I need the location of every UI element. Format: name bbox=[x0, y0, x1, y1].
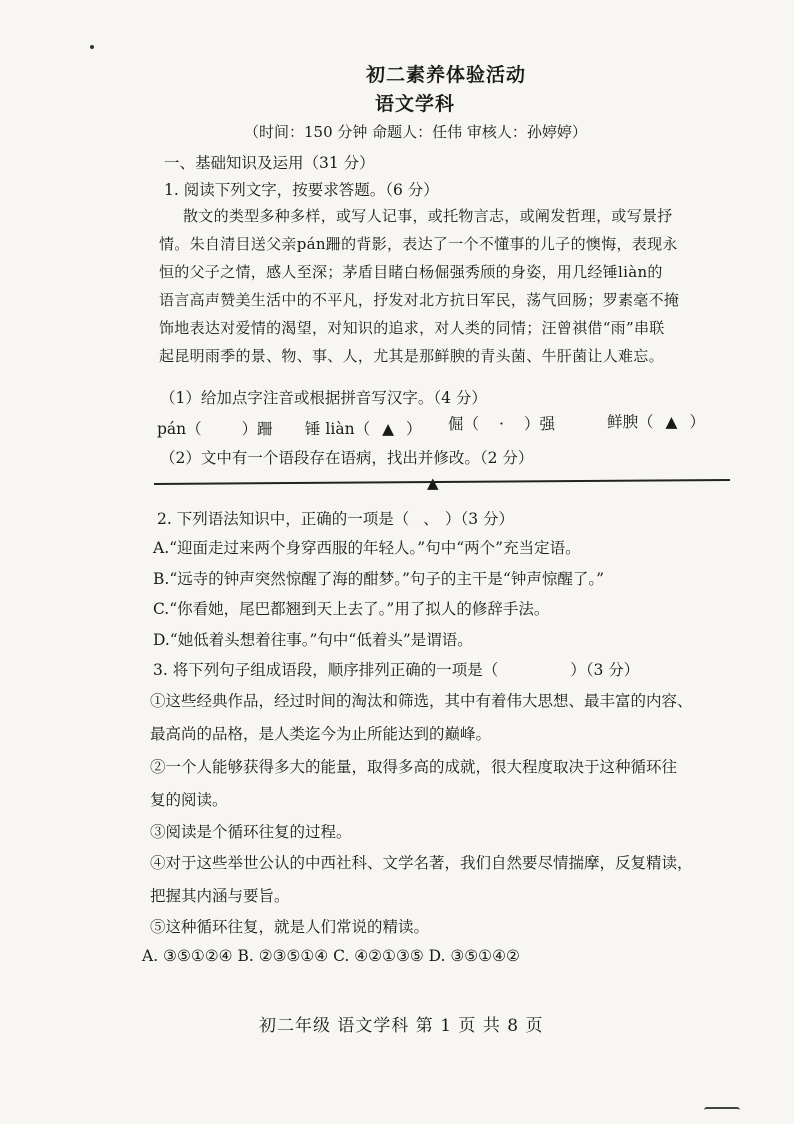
fill-d-suffix: ） bbox=[689, 413, 705, 431]
q3-line: 把握其内涵与要旨。 bbox=[150, 887, 290, 905]
fill-d-prefix: 鲜腴（ bbox=[607, 413, 654, 431]
q2-option-d: D.“她低着头想着往事。”句中“低着头”是谓语。 bbox=[153, 631, 473, 649]
passage-line: 语言高声赞美生活中的不平凡，抒发对北方抗日军民，荡气回肠；罗素毫不掩 bbox=[159, 291, 680, 309]
q3-prompt-prefix: 3. 将下列句子组成语段，顺序排列正确的一项是（ bbox=[153, 661, 499, 679]
passage-line: 饰地表达对爱情的渴望，对知识的追求，对人类的同情；汪曾祺借“雨”串联 bbox=[159, 319, 665, 337]
answer-triangle-icon[interactable]: ▲ bbox=[427, 474, 439, 492]
q3-line: 最高尚的品格，是人类迄今为止所能达到的巅峰。 bbox=[150, 725, 492, 743]
q1-sub1: （1）给加点字注音或根据拼音写汉字。（4 分） bbox=[160, 389, 487, 407]
q2-option-a: A.“迎面走过来两个身穿西服的年轻人。”句中“两个”充当定语。 bbox=[153, 539, 581, 557]
q1-prompt: 1. 阅读下列文字，按要求答题。（6 分） bbox=[164, 181, 439, 199]
q3-line: ②一个人能够获得多大的能量，取得多高的成就，很大程度取决于这种循环往 bbox=[150, 758, 678, 776]
exam-title: 初二素养体验活动 bbox=[366, 64, 527, 86]
section-heading: 一、基础知识及运用（31 分） bbox=[164, 154, 375, 172]
q3-line: ①这些经典作品，经过时间的淘汰和筛选，其中有着伟大思想、最丰富的内容、 bbox=[150, 692, 693, 710]
q3-line: ④对于这些举世公认的中西社科、文学名著，我们自然要尽情揣摩，反复精读， bbox=[150, 854, 693, 872]
exam-meta: （时间：150 分钟 命题人：任伟 审核人：孙婷婷） bbox=[244, 123, 587, 141]
fill-item-a bbox=[157, 417, 273, 439]
fill-b-suffix: ） bbox=[406, 420, 422, 438]
q2-answer-blank[interactable]: 、 bbox=[423, 510, 431, 528]
q2-prompt-prefix: 2. 下列语法知识中，正确的一项是（ bbox=[157, 510, 410, 528]
q3-line: ⑤这种循环往复，就是人们常说的精读。 bbox=[150, 918, 430, 936]
page-footer: 初二年级 语文学科 第 1 页 共 8 页 bbox=[259, 1016, 544, 1036]
q2-prompt bbox=[157, 507, 514, 529]
fill-item-c bbox=[448, 412, 555, 434]
scan-speck bbox=[90, 45, 94, 49]
q2-prompt-suffix: ）（3 分） bbox=[444, 510, 515, 528]
fill-a-blank[interactable] bbox=[202, 433, 242, 434]
answer-line bbox=[154, 479, 730, 485]
passage-line: 散文的类型多种多样，或写人记事，或托物言志，或阐发哲理，或写景抒 bbox=[183, 207, 673, 225]
q3-prompt bbox=[153, 658, 639, 680]
passage-line: 恒的父子之情，感人至深；茅盾目睹白杨倔强秀颀的身姿，用几经锤liàn的 bbox=[159, 263, 663, 281]
passage-line: 情。朱自清目送父亲pán跚的背影，表达了一个不懂事的儿子的懊悔，表现永 bbox=[159, 235, 678, 253]
fill-c-suffix: ）强 bbox=[523, 415, 555, 433]
fill-c-prefix: 倔（ bbox=[448, 415, 480, 433]
fill-a-prefix: pán（ bbox=[157, 420, 202, 438]
q1-sub2: （2）文中有一个语段存在语病，找出并修改。（2 分） bbox=[160, 449, 534, 467]
q3-line: 复的阅读。 bbox=[150, 791, 228, 809]
fill-a-suffix: ）跚 bbox=[241, 420, 273, 438]
q2-option-c: C.“你看她，尾巴都翘到天上去了。”用了拟人的修辞手法。 bbox=[153, 600, 550, 618]
answer-triangle-icon[interactable]: ▲ bbox=[382, 420, 394, 438]
fill-item-d bbox=[607, 410, 705, 432]
q2-option-b: B.“远寺的钟声突然惊醒了海的酣梦。”句子的主干是“钟声惊醒了。” bbox=[153, 570, 605, 588]
q3-answer-blank[interactable] bbox=[498, 674, 570, 675]
answer-triangle-icon[interactable]: ▲ bbox=[665, 413, 678, 431]
scan-mark bbox=[704, 1107, 740, 1114]
fill-b-prefix: 锤 liàn（ bbox=[305, 420, 371, 438]
passage-line: 起昆明雨季的景、物、事、人，尤其是那鲜腴的青头菌、牛肝菌让人难忘。 bbox=[159, 347, 664, 365]
subject-title: 语文学科 bbox=[375, 93, 456, 115]
q3-line: ③阅读是个循环往复的过程。 bbox=[150, 823, 352, 841]
fill-c-blank[interactable]: · bbox=[499, 415, 504, 433]
fill-item-b bbox=[305, 417, 422, 439]
q3-choices: A. ③⑤①②④ B. ②③⑤①④ C. ④②①③⑤ D. ③⑤①④② bbox=[142, 947, 520, 965]
q3-prompt-suffix: ）（3 分） bbox=[570, 661, 640, 679]
